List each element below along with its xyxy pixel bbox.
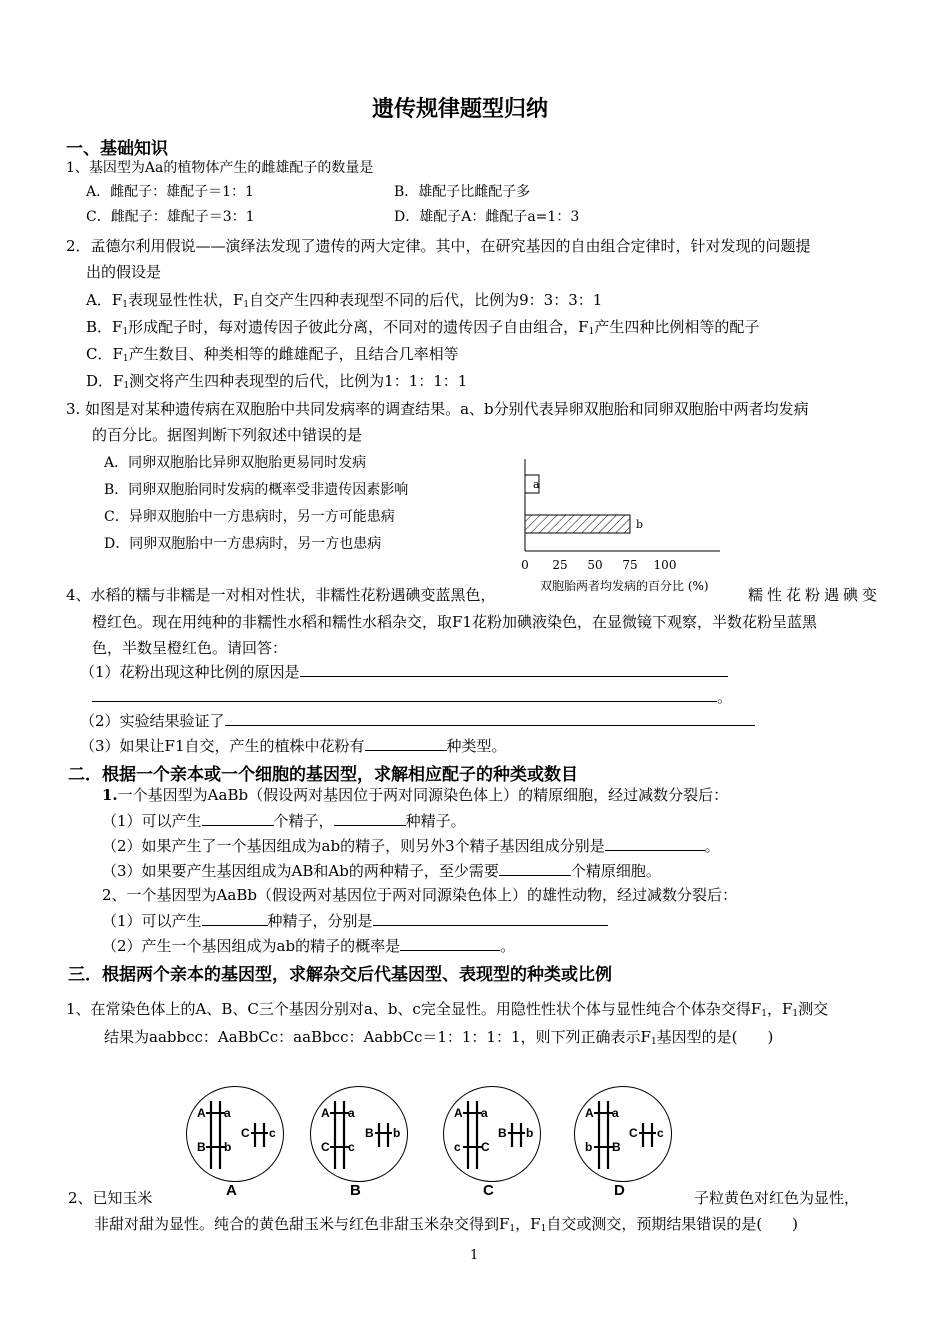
allele-right-top: a xyxy=(612,1106,619,1120)
option-label-D: D xyxy=(614,1182,625,1199)
q4-line2: 橙红色。现在用纯种的非糯性水稻和糯性水稻杂交，取F1花粉加碘液染色，在显微镜下观察，半数花粉呈蓝黑 xyxy=(92,613,817,631)
s2-q1-stem: 1.一个基因型为AaBb（假设两对基因位于两对同源染色体上）的精原细胞，经过减数分裂后： xyxy=(102,786,729,804)
allele-left-top: A xyxy=(321,1106,330,1120)
q3-option-d: D．同卵双胞胎中一方患病时，另一方也患病 xyxy=(104,536,382,552)
q4-part1-blank2[interactable] xyxy=(92,686,717,702)
s2-q1-part3: （3）如果要产生基因组成为AB和Ab的两种精子，至少需要 个精原细胞。 xyxy=(102,862,661,880)
allele-short-left: C xyxy=(241,1126,250,1140)
allele-short-left: C xyxy=(629,1126,638,1140)
allele-right-bottom: b xyxy=(224,1140,232,1154)
chart-x-axis-label: 双胞胎两者均发病的百分比 (%) xyxy=(540,579,709,593)
s2-q2-part2-blank[interactable] xyxy=(400,935,500,951)
s2-q1-part1-blank1[interactable] xyxy=(202,810,274,826)
allele-left-top: A xyxy=(197,1106,206,1120)
q4-line3: 色，半数呈橙红色。请回答： xyxy=(92,639,288,657)
allele-left-bottom: C xyxy=(321,1140,330,1154)
allele-left-bottom: b xyxy=(585,1140,593,1154)
q4-part1-blank[interactable] xyxy=(300,661,728,677)
q2-option-b: B．$F_1$形成配子时，每对遗传因子彼此分离，不同对的遗传因子自由组合，$F_1$产生四种比例相等的配子 xyxy=(86,318,760,337)
q4-part3: （3）如果让F1自交，产生的植株中花粉有 种类型。 xyxy=(80,737,507,755)
q2-option-c: C．$F_1$产生数目、种类相等的雌雄配子，且结合几率相等 xyxy=(86,345,459,364)
s2-q2-part1: （1）可以产生 种精子，分别是 xyxy=(102,910,608,931)
chart-bar-label-a: a xyxy=(533,478,540,491)
section-2-heading: 二．根据一个亲本或一个细胞的基因型，求解相应配子的种类或数目 xyxy=(68,765,578,785)
allele-short-left: B xyxy=(365,1126,374,1140)
option-label-C: C xyxy=(483,1182,494,1199)
q2-option-d: D．$F_1$测交将产生四种表现型的后代，比例为1：1：1：1 xyxy=(86,372,468,391)
q3-option-b: B．同卵双胞胎同时发病的概率受非遗传因素影响 xyxy=(104,482,409,498)
s2-q1-part3-blank[interactable] xyxy=(499,860,571,876)
allele-left-bottom: B xyxy=(197,1140,206,1154)
section-1-heading: 一、基础知识 xyxy=(66,139,168,159)
s3-q2-line1-left: 2、已知玉米 xyxy=(68,1189,153,1207)
s2-q1-part2-blank[interactable] xyxy=(605,835,705,851)
s2-q1-part1-blank2[interactable] xyxy=(334,810,406,826)
page-title: 遗传规律题型归纳 xyxy=(372,97,549,122)
q4-part2-blank[interactable] xyxy=(225,710,755,726)
allele-short-right: c xyxy=(269,1126,276,1140)
s3-q2-line2: 非甜对甜为显性。纯合的黄色甜玉米与红色非甜玉米杂交得到$F_1$，$F_1$自交或测交，预期结果错误的是( ) xyxy=(94,1215,799,1234)
allele-right-top: a xyxy=(481,1106,488,1120)
chart-x-tick-100: 100 xyxy=(653,558,677,572)
option-label-B: B xyxy=(350,1182,361,1199)
q1-option-b: B．雄配子比雌配子多 xyxy=(394,184,531,200)
chart-x-tick-0: 0 xyxy=(521,558,529,572)
q3-option-c: C．异卵双胞胎中一方患病时，另一方可能患病 xyxy=(104,509,395,525)
s2-q2-part1-blank2[interactable] xyxy=(373,910,608,926)
allele-right-top: a xyxy=(348,1106,355,1120)
option-label-A: A xyxy=(226,1182,237,1199)
chart-x-tick-25: 25 xyxy=(552,558,568,572)
s2-q2-part2: （2）产生一个基因组成为ab的精子的概率是 。 xyxy=(102,937,516,955)
s3-q2-line1-right: 子粒黄色对红色为显性， xyxy=(694,1189,860,1207)
chart-bar-label-b: b xyxy=(636,518,644,531)
q1-stem: 1、基因型为Aa的植物体产生的雌雄配子的数量是 xyxy=(66,160,374,176)
allele-left-top: A xyxy=(454,1106,463,1120)
page-number: 1 xyxy=(470,1248,479,1263)
q4-line1: 4、水稻的糯与非糯是一对相对性状，非糯性花粉遇碘变蓝黑色， xyxy=(66,586,496,604)
q4-line1-right: 糯性花粉遇碘变 xyxy=(748,586,882,604)
chromosome-circle-D xyxy=(574,1086,672,1182)
q2-stem-line2: 出的假设是 xyxy=(86,263,162,281)
q2-option-a: A．$F_1$表现显性性状，$F_1$自交产生四种表现型不同的后代，比例为9：3：3：1 xyxy=(86,291,603,310)
chart-x-tick-50: 50 xyxy=(587,558,603,572)
chromosome-circle-C xyxy=(443,1086,541,1182)
allele-short-right: b xyxy=(393,1126,401,1140)
s3-q1-line2: 结果为aabbcc：AaBbCc：aaBbcc：AabbCc＝1：1：1：1，则下列正确表示$F_1$基因型的是( ) xyxy=(104,1028,774,1047)
q4-part1: （1）花粉出现这种比例的原因是 xyxy=(80,661,728,682)
s3-q1-line1: 1、在常染色体上的A、B、C三个基因分别对a、b、c完全显性。用隐性性状个体与显性纯合个体杂交得$F_1$，$F_1$测交 xyxy=(66,1000,829,1019)
chart-bar-b xyxy=(525,515,630,533)
s2-q2-stem: 2、一个基因型为AaBb（假设两对基因位于两对同源染色体上）的雄性动物，经过减数分裂后： xyxy=(102,886,737,904)
q4-part1-line2: 。 xyxy=(92,686,732,707)
chromosome-circle-B xyxy=(310,1086,408,1182)
twin-disease-chart xyxy=(515,455,720,595)
q4-part3-blank[interactable] xyxy=(365,735,447,751)
q3-stem-line2: 的百分比。据图判断下列叙述中错误的是 xyxy=(92,426,363,444)
chromosome-circle-A xyxy=(186,1086,284,1182)
allele-right-bottom: c xyxy=(348,1140,355,1154)
allele-short-right: b xyxy=(526,1126,534,1140)
allele-left-bottom: c xyxy=(454,1140,461,1154)
q4-part2: （2）实验结果验证了 xyxy=(80,710,755,731)
s2-q1-part2: （2）如果产生了一个基因组成为ab的精子，则另外3个精子基因组成分别是 。 xyxy=(102,837,720,855)
allele-left-top: A xyxy=(585,1106,594,1120)
chart-x-tick-75: 75 xyxy=(622,558,638,572)
q2-stem-line1: 2．孟德尔利用假说——演绎法发现了遗传的两大定律。其中，在研究基因的自由组合定律时，针对发现的问题提 xyxy=(66,237,811,255)
section-3-heading: 三．根据两个亲本的基因型，求解杂交后代基因型、表现型的种类或比例 xyxy=(68,965,612,985)
q3-option-a: A．同卵双胞胎比异卵双胞胎更易同时发病 xyxy=(104,455,367,471)
s2-q1-part1: （1）可以产生 个精子， 种精子。 xyxy=(102,812,466,830)
q1-option-a: A．雌配子：雄配子＝1：1 xyxy=(86,184,254,200)
q1-option-d: D．雄配子A：雌配子a=1：3 xyxy=(394,209,580,225)
s2-q2-part1-blank1[interactable] xyxy=(202,910,268,926)
allele-right-top: a xyxy=(224,1106,231,1120)
allele-right-bottom: C xyxy=(481,1140,490,1154)
q3-stem-line1: 3. 如图是对某种遗传病在双胞胎中共同发病率的调查结果。a、b分别代表异卵双胞胎和同卵双胞胎中两者均发病 xyxy=(66,400,809,418)
q1-option-c: C．雌配子：雄配子＝3：1 xyxy=(86,209,255,225)
allele-short-right: c xyxy=(657,1126,664,1140)
allele-short-left: B xyxy=(498,1126,507,1140)
allele-right-bottom: B xyxy=(612,1140,621,1154)
